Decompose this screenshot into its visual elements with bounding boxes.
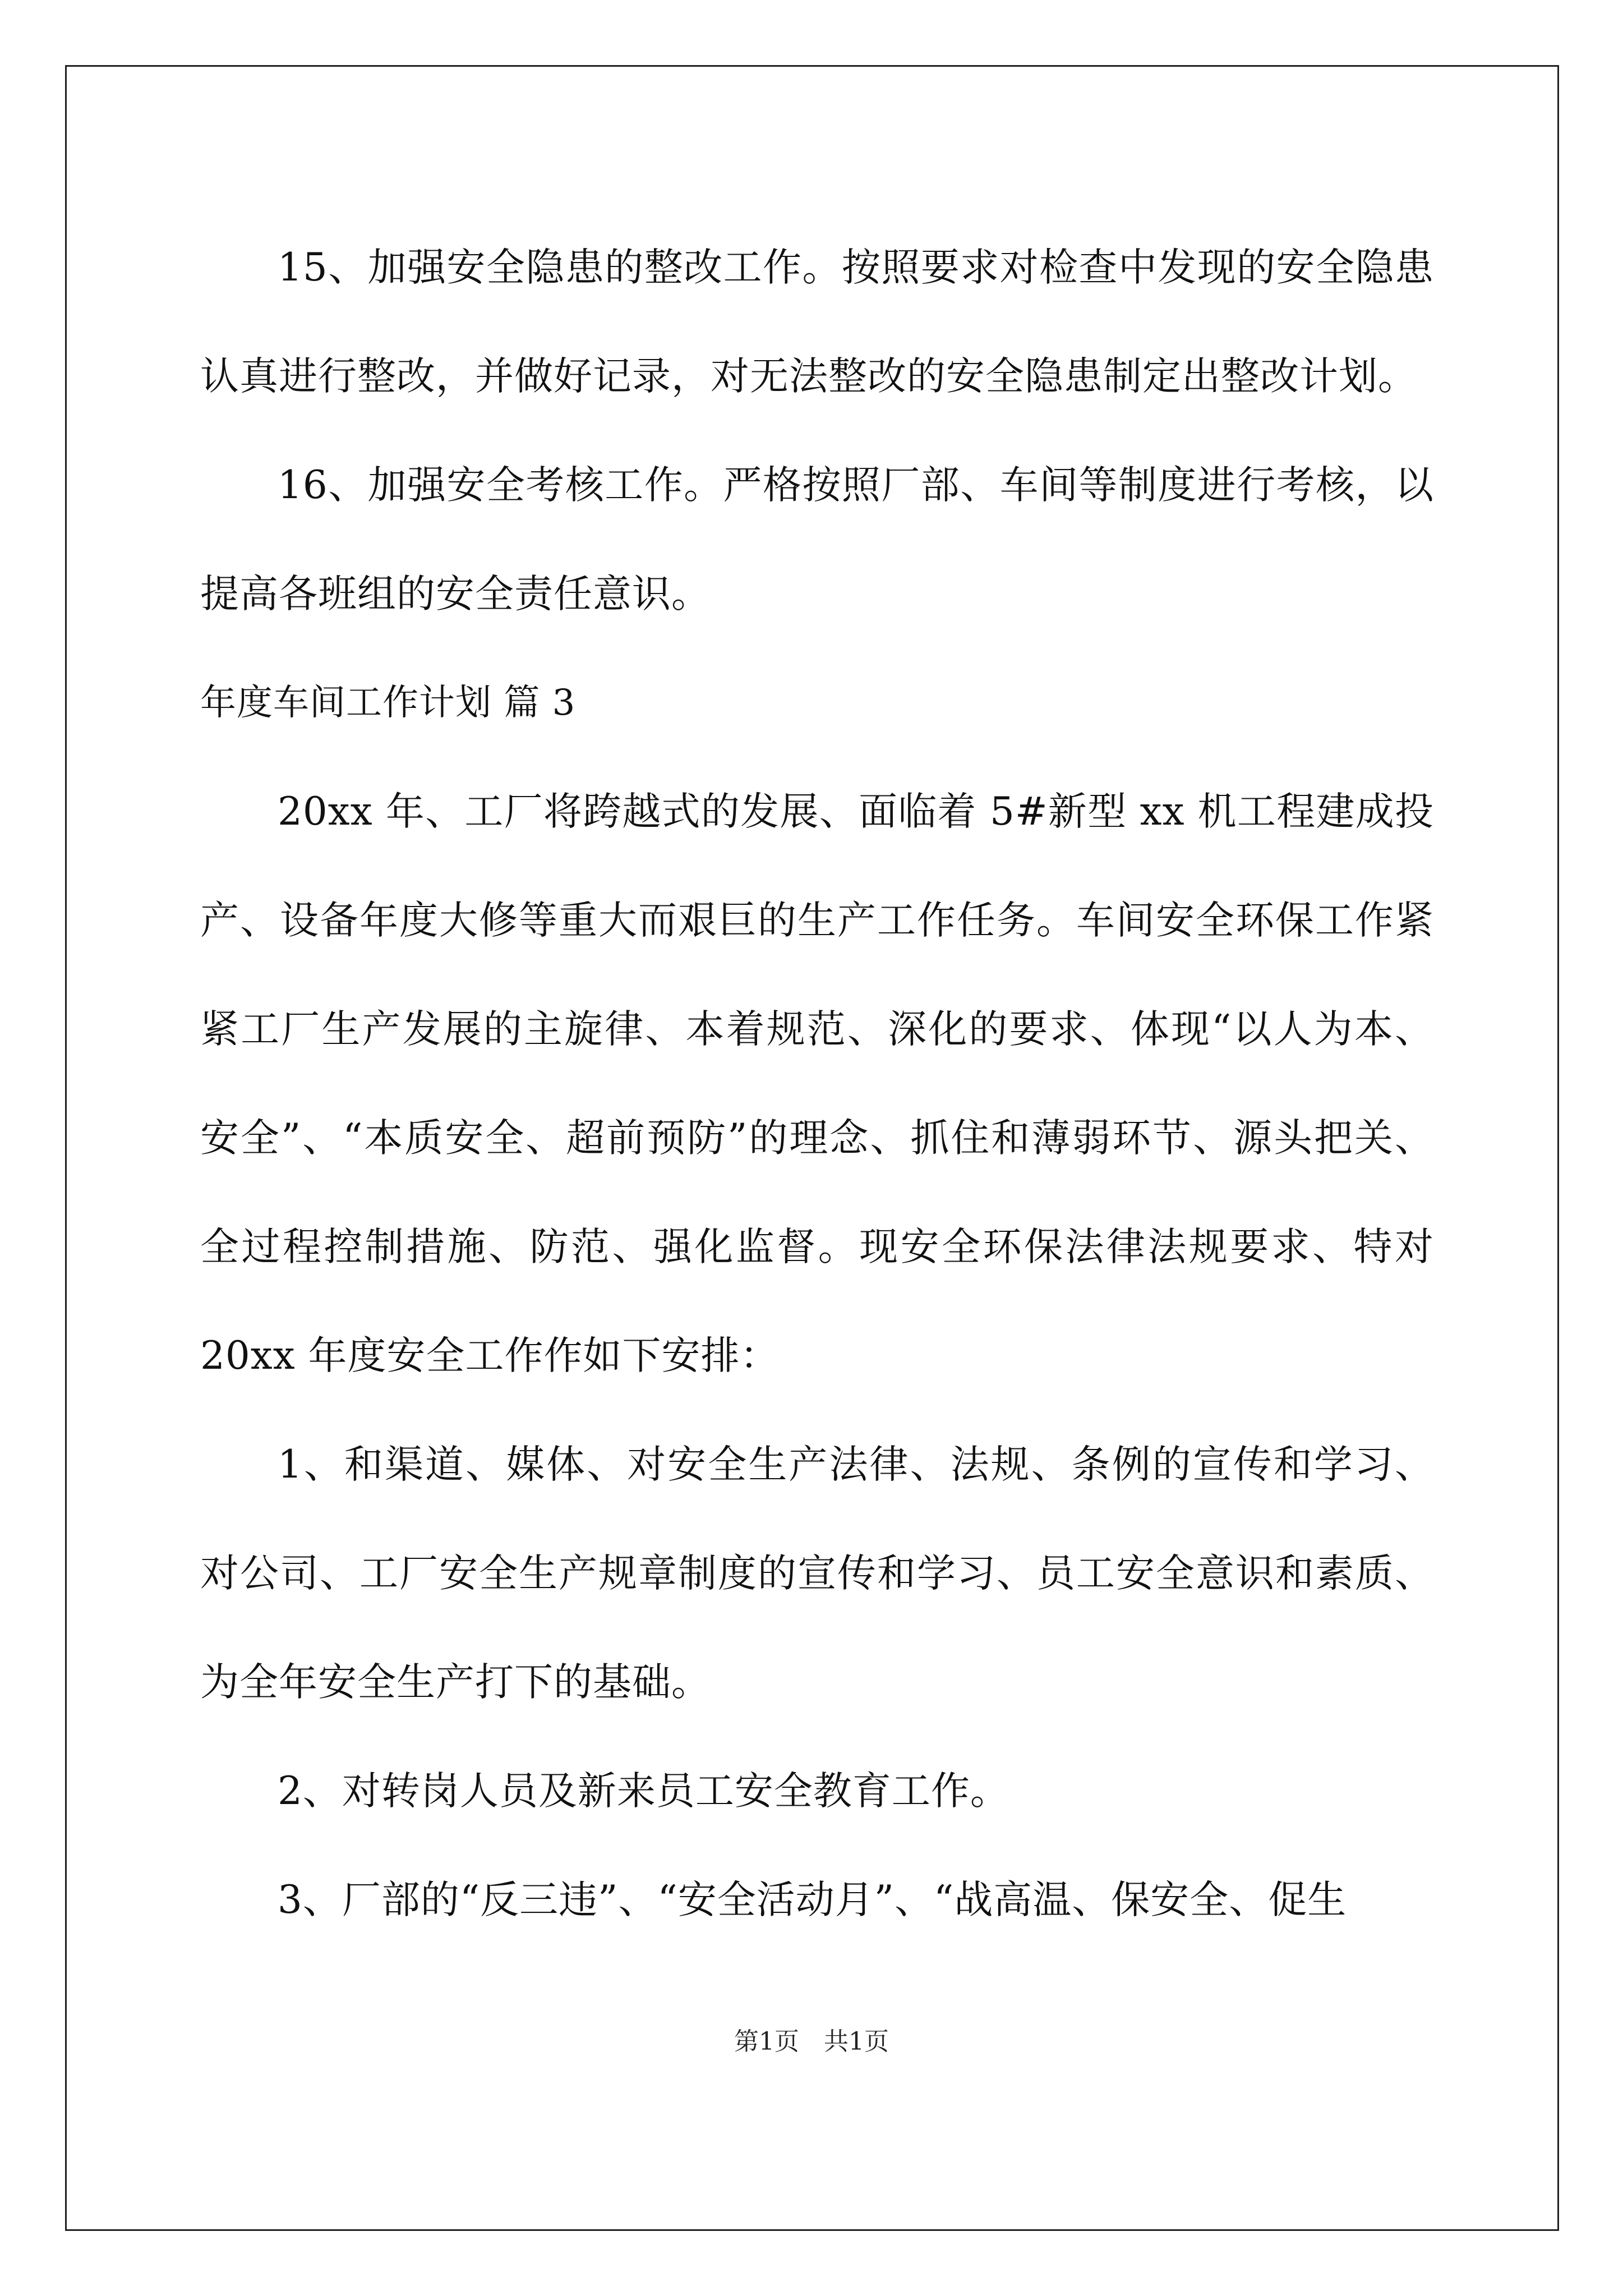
section-heading: 年度车间工作计划 篇 3: [200, 682, 576, 724]
paragraph-item-2: 2、对转岗人员及新来员工安全教育工作。: [278, 1769, 1009, 1814]
paragraph-item-16: 16、加强安全考核工作。严格按照厂部、车间等制度进行考核，以提高各班组的安全责任意识。: [200, 463, 1434, 616]
paragraph-item-15: 15、加强安全隐患的整改工作。按照要求对检查中发现的安全隐患认真进行整改，并做好记录，对无法整改的安全隐患制定出整改计划。: [200, 245, 1434, 399]
paragraph-item-1: 1、和渠道、媒体、对安全生产法律、法规、条例的宣传和学习、对公司、工厂安全生产规章制度的宣传和学习、员工安全意识和素质、为全年安全生产打下的基础。: [200, 1442, 1434, 1705]
document-body: [200, 213, 1434, 1954]
paragraph-item-3: 3、厂部的“反三违”、“安全活动月”、“战高温、保安全、促生: [278, 1878, 1347, 1922]
page-footer: 第1页 共1页: [734, 2027, 889, 2056]
intro-paragraph: 20xx 年、工厂将跨越式的发展、面临着 5#新型 xx 机工程建成投产、设备年度大修等重大而艰巨的生产工作任务。车间安全环保工作紧紧工厂生产发展的主旋律、本着规范、深化的要求、体现“以人为本、安全”、“本质安全、超前预防”的理念、抓住和薄弱环节、源头把关、全过程控制措施、防范、强化监督。现安全环保法律法规要求、特对 20xx 年度安全工作作如下安排：: [200, 789, 1434, 1378]
